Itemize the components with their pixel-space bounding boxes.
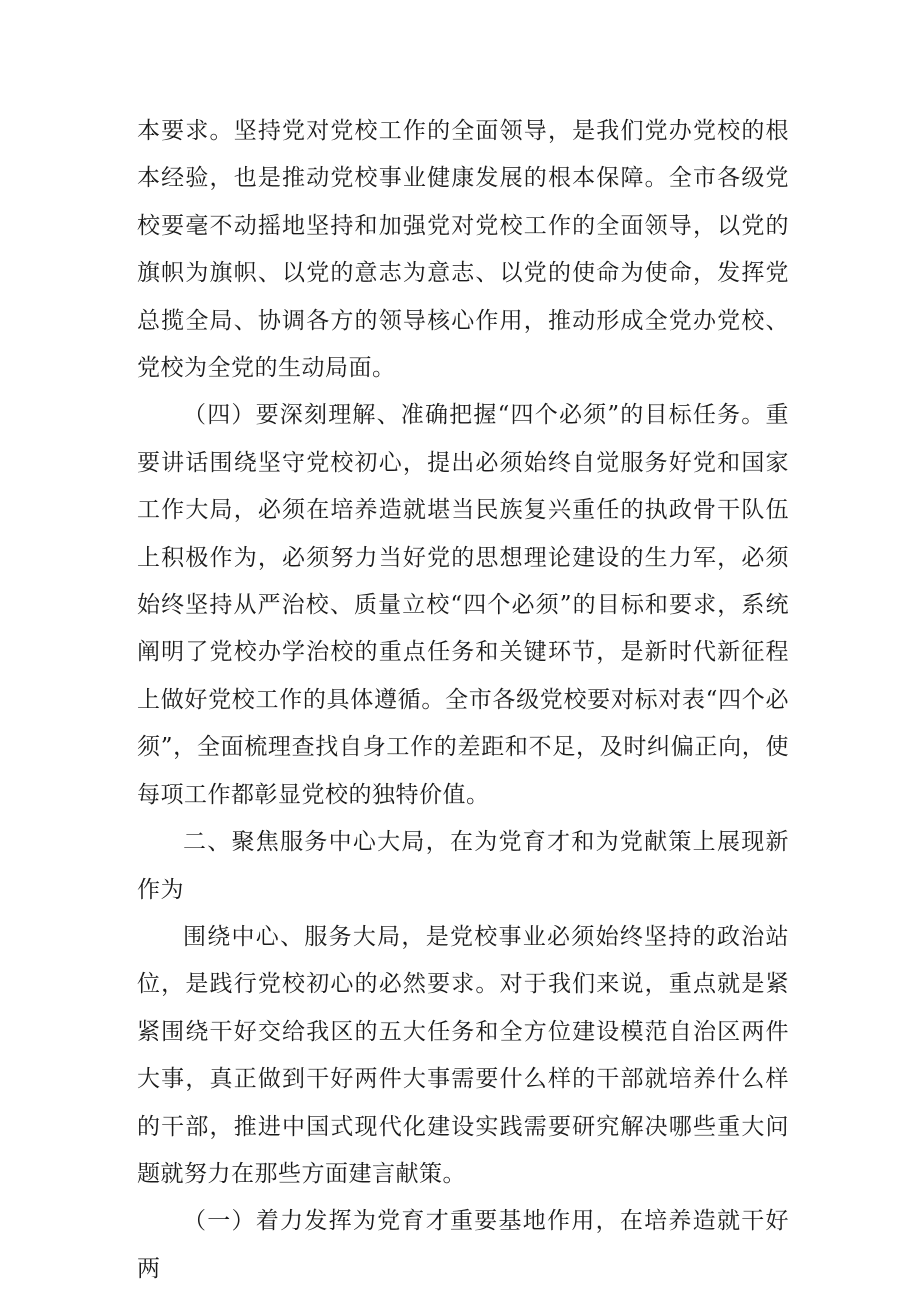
- paragraph-section-four: （四）要深刻理解、准确把握“四个必须”的目标任务。重要讲话围绕坚守党校初心，提出必须始终自觉服务好党和国家工作大局，必须在培养造就堪当民族复兴重任的执政骨干队伍上积极作为，必须努力当好党的思想理论建设的生力军，必须始终坚持从严治校、质量立校“四个必须”的目标和要求，系统阐明了党校办学治校的重点任务和关键环节，是新时代新征程上做好党校工作的具体遵循。全市各级党校要对标对表“四个必须”，全面梳理查找自身工作的差距和不足，及时纠偏正向，使每项工作都彰显党校的独特价值。: [137, 402, 789, 808]
- section-heading-two: 二、聚焦服务中心大局，在为党育才和为党献策上展现新作为: [137, 829, 789, 903]
- paragraph-continuation: 本要求。坚持党对党校工作的全面领导，是我们党办党校的根本经验，也是推动党校事业健康发展的根本保障。全市各级党校要毫不动摇地坚持和加强党对党校工作的全面领导，以党的旗帜为旗帜、以党的意志为意志、以党的使命为使命，发挥党总揽全局、协调各方的领导核心作用，推动形成全党办党校、党校为全党的生动局面。: [137, 118, 789, 382]
- paragraph-subsection-one: （一）着力发挥为党育才重要基地作用，在培养造就干好两: [137, 1208, 789, 1282]
- document-body: [137, 108, 789, 1293]
- paragraph-center-overall: 围绕中心、服务大局，是党校事业必须始终坚持的政治站位，是践行党校初心的必然要求。对于我们来说，重点就是紧紧围绕干好交给我区的五大任务和全方位建设模范自治区两件大事，真正做到干好两件大事需要什么样的干部就培养什么样的干部，推进中国式现代化建设实践需要研究解决哪些重大问题就努力在那些方面建言献策。: [137, 923, 789, 1187]
